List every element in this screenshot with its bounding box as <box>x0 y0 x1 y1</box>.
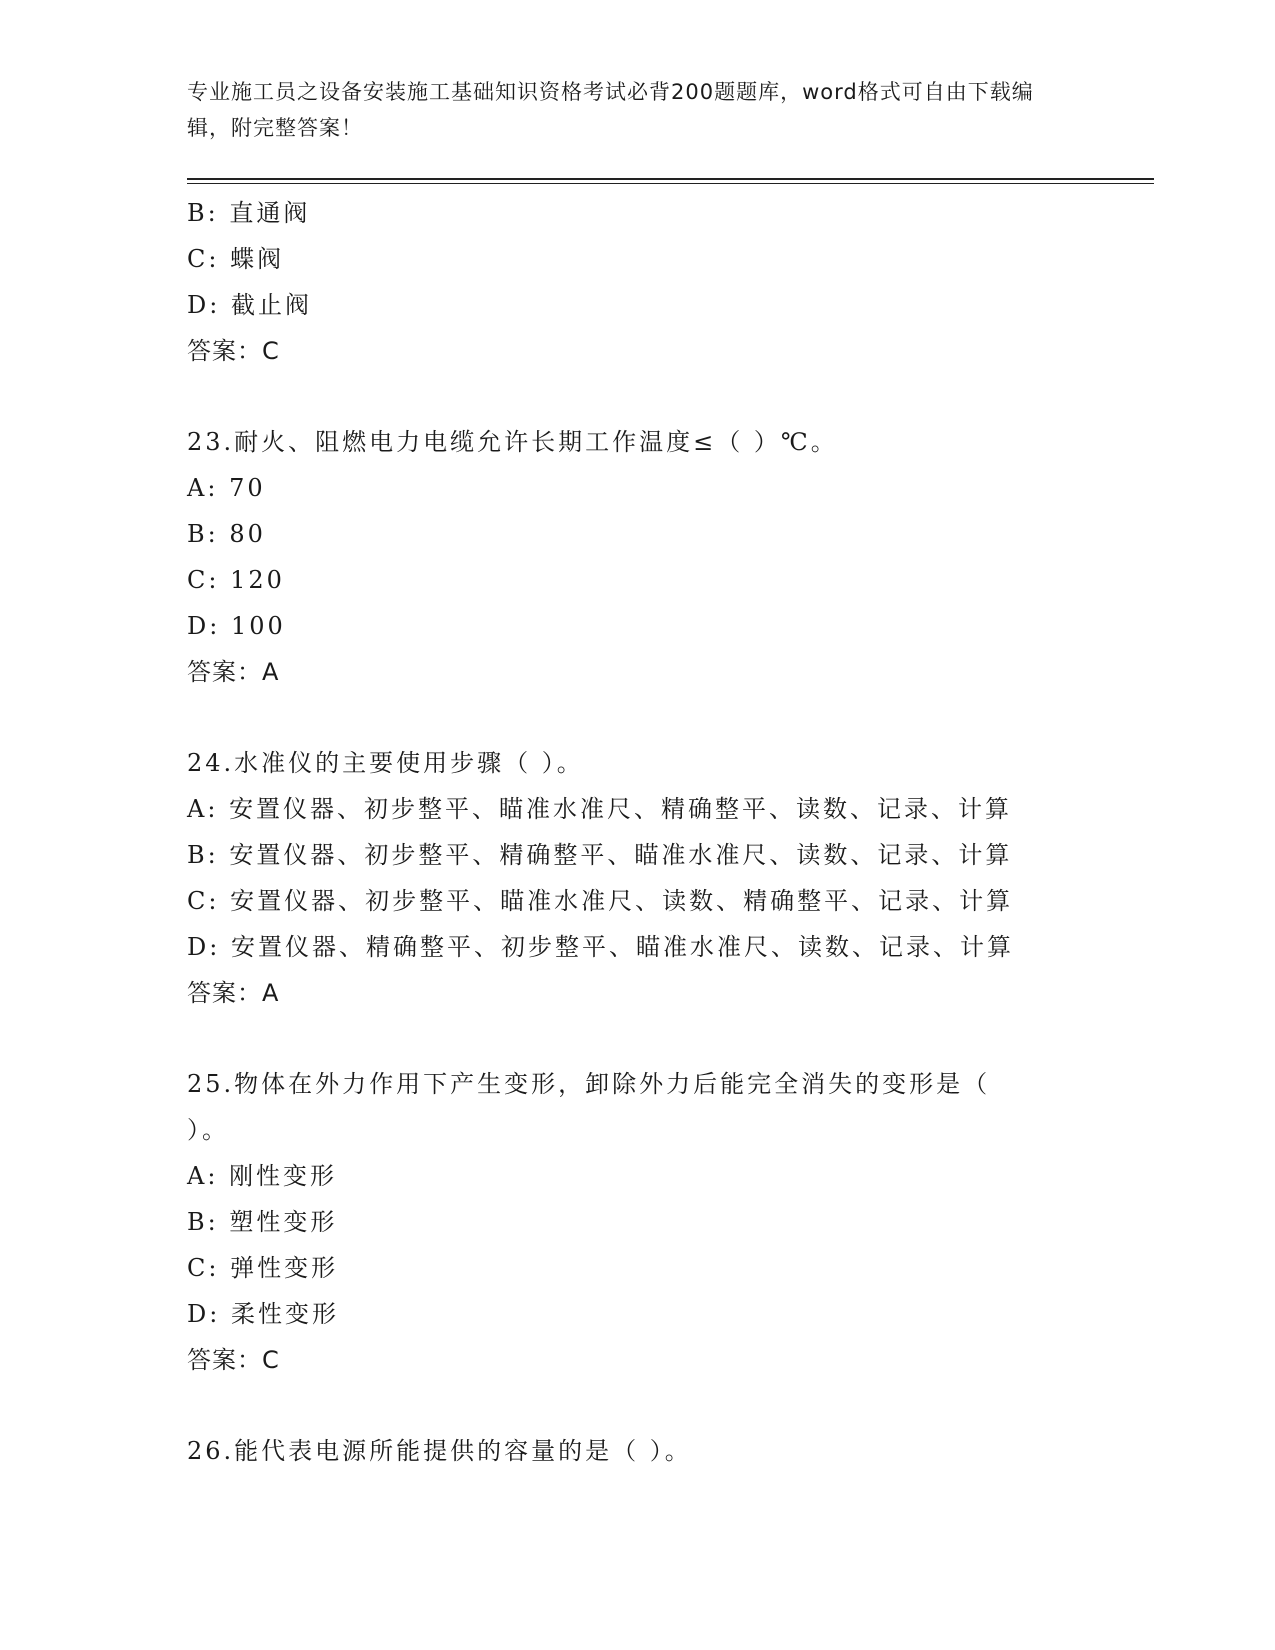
option-label: C: <box>187 1254 220 1282</box>
option-d <box>187 924 1087 970</box>
option-text: 直通阀 <box>229 199 311 227</box>
option-a <box>187 1153 1087 1199</box>
option-label: A: <box>187 795 219 823</box>
option-text: 柔性变形 <box>230 1300 339 1328</box>
question-list <box>187 190 1087 1474</box>
option-label: C: <box>187 887 220 915</box>
option-text: 80 <box>229 520 266 548</box>
question-stem-line-1: 25.物体在外力作用下产生变形，卸除外力后能完全消失的变形是（ <box>187 1070 991 1098</box>
option-b <box>187 190 1087 236</box>
spacer <box>187 374 1087 419</box>
question-stem-line-2: ）。 <box>187 1116 229 1144</box>
question-22-continuation <box>187 190 1087 374</box>
option-c <box>187 1245 1087 1291</box>
option-label: B: <box>187 199 219 227</box>
option-text: 蝶阀 <box>230 245 285 273</box>
option-c <box>187 236 1087 282</box>
option-text: 安置仪器、精确整平、初步整平、瞄准水准尺、读数、记录、计算 <box>230 933 1014 961</box>
option-d <box>187 603 1087 649</box>
option-label: A: <box>187 474 219 502</box>
option-c <box>187 878 1087 924</box>
option-text: 截止阀 <box>230 291 312 319</box>
spacer <box>187 695 1087 740</box>
option-b <box>187 1199 1087 1245</box>
spacer <box>187 1016 1087 1061</box>
question-stem: 24.水准仪的主要使用步骤（ ）。 <box>187 749 584 777</box>
answer-line: 答案：C <box>187 1346 280 1374</box>
option-text: 120 <box>230 566 285 594</box>
document-header <box>187 74 1067 146</box>
option-label: B: <box>187 841 219 869</box>
answer-line: 答案：C <box>187 337 280 365</box>
header-divider-thick <box>187 178 1154 180</box>
option-text: 安置仪器、初步整平、瞄准水准尺、精确整平、读数、记录、计算 <box>229 795 1013 823</box>
option-label: D: <box>187 933 221 961</box>
question-stem: 23.耐火、阻燃电力电缆允许长期工作温度≤（ ）℃。 <box>187 428 838 456</box>
answer-line: 答案：A <box>187 979 280 1007</box>
option-d <box>187 282 1087 328</box>
option-b <box>187 511 1087 557</box>
question-stem: 26.能代表电源所能提供的容量的是（ ）。 <box>187 1437 692 1465</box>
option-label: C: <box>187 245 220 273</box>
option-text: 塑性变形 <box>229 1208 338 1236</box>
option-a <box>187 465 1087 511</box>
spacer <box>187 1383 1087 1428</box>
header-divider-thin <box>187 183 1154 184</box>
option-label: B: <box>187 1208 219 1236</box>
option-text: 刚性变形 <box>229 1162 338 1190</box>
option-text: 100 <box>230 612 286 640</box>
option-label: C: <box>187 566 220 594</box>
question-23 <box>187 419 1087 695</box>
question-25 <box>187 1061 1087 1383</box>
header-title: 专业施工员之设备安装施工基础知识资格考试必背200题题库，word格式可自由下载编辑，附完整答案！ <box>187 80 1034 140</box>
question-26 <box>187 1428 1087 1474</box>
option-text: 安置仪器、初步整平、精确整平、瞄准水准尺、读数、记录、计算 <box>229 841 1013 869</box>
option-b <box>187 832 1087 878</box>
option-label: B: <box>187 520 219 548</box>
question-24 <box>187 740 1087 1016</box>
option-label: D: <box>187 612 221 640</box>
option-text: 70 <box>229 474 266 502</box>
option-a <box>187 786 1087 832</box>
answer-line: 答案：A <box>187 658 280 686</box>
option-d <box>187 1291 1087 1337</box>
option-label: D: <box>187 1300 221 1328</box>
option-text: 安置仪器、初步整平、瞄准水准尺、读数、精确整平、记录、计算 <box>230 887 1014 915</box>
option-label: A: <box>187 1162 219 1190</box>
option-text: 弹性变形 <box>230 1254 339 1282</box>
option-label: D: <box>187 291 221 319</box>
option-c <box>187 557 1087 603</box>
